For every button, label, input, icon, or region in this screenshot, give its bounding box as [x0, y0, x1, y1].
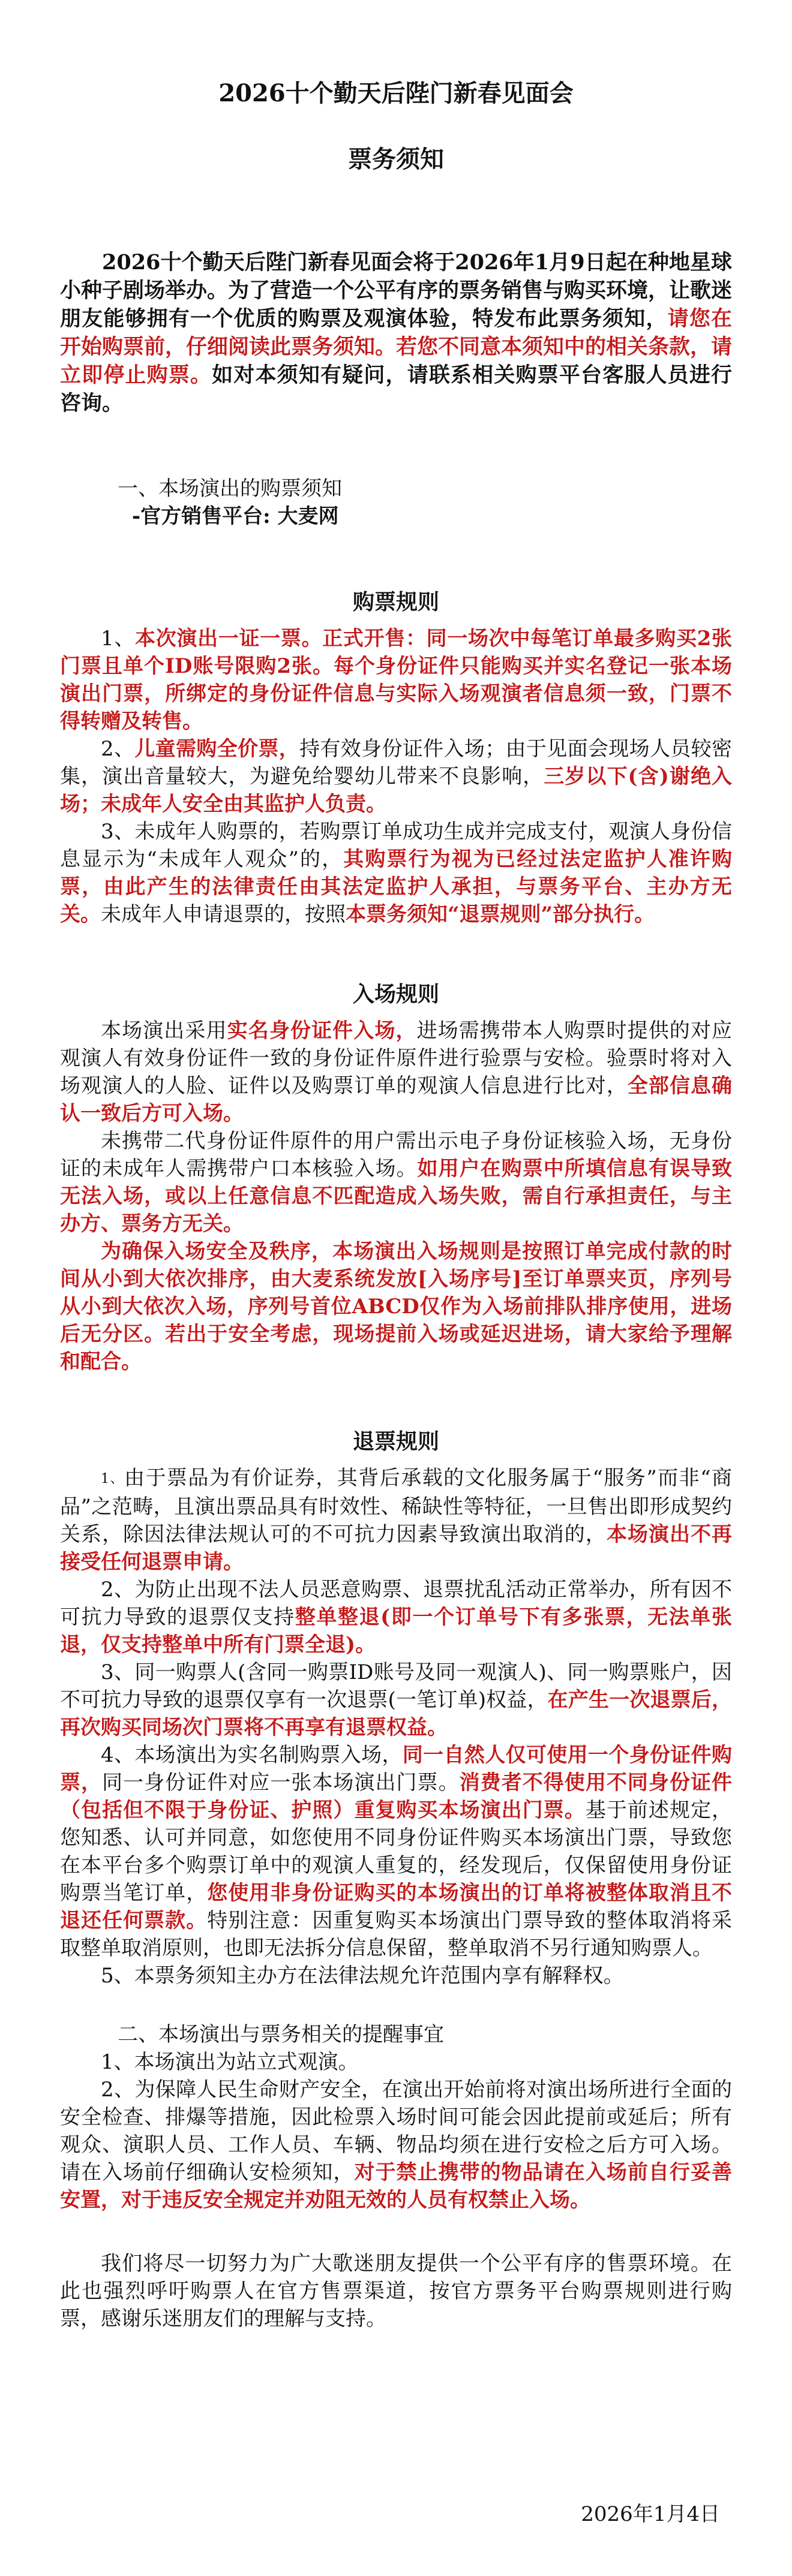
refund-rule-4-text-2: 同一身份证件对应一张本场演出门票。: [102, 1771, 460, 1795]
purchase-rule-1-number: 1、: [101, 627, 136, 651]
purchase-rule-2-emphasis-1: 儿童需购全价票，: [134, 737, 300, 761]
refund-rule-1-text: 由于票品为有价证券，其背后承载的文化服务属于“服务”而非“商品”之范畴，且演出票品具有时效性、稀缺性等特征，一旦售出即形成契约关系，除因法律法规认可的不可抗力因素导致演出取消的，: [60, 1466, 732, 1546]
section1-heading-block: [60, 475, 732, 530]
refund-rule-5: 5、本票务须知主办方在法律法规允许范围内享有解释权。: [101, 1964, 624, 1988]
entry-rule-2-text: 未携带二代身份证件原件的用户需出示电子身份证核验入场，无身份证的未成年人需携带户口本核验入场。: [60, 1129, 732, 1181]
purchase-rule-3-text-2: 未成年人申请退票的，按照: [101, 902, 346, 926]
refund-rule-4-emphasis-1: 同一自然人仅可使用一个身份证件购票，: [60, 1743, 732, 1795]
refund-rule-4-emphasis-3: 您使用非身份证购买的本场演出的订单将被整体取消且不退还任何票款。: [60, 1881, 733, 1933]
issue-date: 2026年1月4日: [581, 2502, 720, 2526]
intro-text-1: 2026十个勤天后陛门新春见面会将于2026年1月9日起在种地星球小种子剧场举办。为了营造一个公平有序的票务销售与购买环境，让歌迷朋友能够拥有一个优质的购票及观演体验，特发布此票务须知，: [60, 250, 733, 331]
purchase-rule-2-emphasis-2: 三岁以下(含)谢绝入场；未成年人安全由其监护人负责。: [60, 765, 732, 816]
refund-rule-3-emphasis: 在产生一次退票后，再次购买同场次门票将不再享有退票权益。: [60, 1688, 732, 1740]
entry-rule-2-emphasis: 如用户在购票中所填信息有误导致无法入场，或以上任意信息不匹配造成入场失败，需自行承担责任，与主办方、票务方无关。: [60, 1157, 733, 1236]
refund-rule-4-text-3: 基于前述规定，您知悉、认可并同意，如您使用不同身份证件购买本场演出门票，导致您在本平台多个购票订单中的观演人重复的，经发现后，仅保留使用身份证购票当笔订单，: [60, 1798, 733, 1905]
refund-rule-2-text: 2、为防止出现不法人员恶意购票、退票扰乱活动正常举办，所有因不可抗力导致的退票仅支持: [60, 1578, 732, 1629]
refund-rule-3: [60, 1659, 732, 1741]
refund-rule-1-emphasis: 本场演出不再接受任何退票申请。: [60, 1522, 733, 1574]
purchase-rule-1-text: 本次演出一证一票。正式开售：同一场次中每笔订单最多购买2张门票且单个ID账号限购2张。每个身份证件只能购买并实名登记一张本场演出门票，所绑定的身份证件信息与实际入场观演者信息须一致，门票不得转赠及转售。: [60, 627, 732, 733]
entry-rule-3: [60, 1238, 732, 1376]
refund-rule-1: [60, 1464, 732, 1576]
refund-rule-4-emphasis-2: 消费者不得使用不同身份证件（包括但不限于身份证、护照）重复购买本场演出门票。: [60, 1771, 733, 1822]
intro-text-2: 如对本须知有疑问，请联系相关购票平台客服人员进行咨询。: [60, 363, 732, 416]
refund-rule-4: [60, 1741, 732, 1962]
purchase-rule-2-text: 持有效身份证件入场；由于见面会现场人员较密集，演出音量较大，为避免给婴幼儿带来不良影响，: [60, 737, 732, 789]
purchase-rule-2-number: 2、: [101, 737, 135, 761]
refund-rule-1-number: 1、: [101, 1471, 124, 1486]
reminder-2-emphasis: 对于禁止携带的物品请在入场前自行妥善安置，对于违反安全规定并劝阻无效的人员有权禁止入场。: [60, 2160, 733, 2212]
purchase-rule-1: [60, 625, 732, 735]
reminder-2: [60, 2076, 732, 2214]
purchase-rule-3-emphasis: 其购票行为视为已经过法定监护人准许购票，由此产生的法律责任由其法定监护人承担，与票务平台、主办方无关。: [60, 847, 733, 926]
section1-heading: 一、本场演出的购票须知: [118, 477, 342, 501]
intro-warning: 请您在开始购票前，仔细阅读此票务须知。若您不同意本须知中的相关条款，请立即停止购票。: [60, 306, 733, 387]
refund-rule-2-emphasis: 整单整退(即一个订单号下有多张票，无法单张退，仅支持整单中所有门票全退)。: [60, 1605, 733, 1657]
entry-rule-1-emphasis-1: 实名身份证件入场，: [227, 1019, 417, 1043]
purchase-rule-3: [60, 818, 732, 928]
entry-rule-3-emphasis-2: 若出于安全考虑，现场提前入场或延迟进场，请大家给予理解和配合。: [60, 1322, 733, 1374]
entry-rule-1: [60, 1017, 732, 1127]
entry-rules-heading: 入场规则: [352, 982, 439, 1007]
refund-rule-3-text: 3、同一购票人(含同一购票ID账号及同一观演人)、同一购票账户，因不可抗力导致的退票仅享有一次退票(一笔订单)权益，: [60, 1660, 732, 1712]
refund-rule-2: [60, 1576, 732, 1659]
purchase-rule-3-text-1: 3、未成年人购票的，若购票订单成功生成并完成支付，观演人身份信息显示为“未成年人观众”的，: [60, 820, 732, 871]
entry-rule-1-emphasis-2: 全部信息确认一致后方可入场。: [60, 1074, 733, 1126]
refund-rule-4-text-1: 4、本场演出为实名制购票入场，: [101, 1743, 403, 1767]
official-platform: -官方销售平台: 大麦网: [132, 504, 339, 528]
entry-rule-1-text-2: 进场需携带本人购票时提供的对应观演人有效身份证件一致的身份证件原件进行验票与安检。验票时将对入场观演人的人脸、证件以及购票订单的观演人信息进行比对，: [60, 1019, 733, 1098]
purchase-rules-heading: 购票规则: [352, 589, 439, 615]
purchase-rule-2: [60, 735, 732, 818]
refund-rules-heading: 退票规则: [352, 1429, 439, 1454]
refund-rule-4-text-4: 特别注意：因重复购买本场演出门票导致的整体取消将采取整单取消原则，也即无法拆分信息保留，整单取消不另行通知购票人。: [60, 1909, 733, 1960]
closing-paragraph: 我们将尽一切努力为广大歌迷朋友提供一个公平有序的售票环境。在此也强烈呼吁购票人在官方售票渠道，按官方票务平台购票规则进行购票，感谢乐迷朋友们的理解与支持。: [60, 2252, 732, 2331]
page-subtitle: 票务须知: [348, 145, 444, 173]
reminder-1: 1、本场演出为站立式观演。: [101, 2050, 359, 2074]
reminder-2-text: 2、为保障人民生命财产安全，在演出开始前将对演出场所进行全面的安全检查、排爆等措施，因此检票入场时间可能会因此提前或延后；所有观众、演职人员、工作人员、车辆、物品均须在进行安检之后方可入场。请在入场前仔细确认安检须知，: [60, 2078, 732, 2184]
intro-paragraph: [60, 248, 732, 417]
entry-rule-2: [60, 1127, 732, 1238]
entry-rule-1-text-1: 本场演出采用: [101, 1019, 227, 1043]
section2-heading: 二、本场演出与票务相关的提醒事宜: [118, 2023, 444, 2047]
purchase-rule-3-reference: 本票务须知“退票规则”部分执行。: [346, 902, 655, 926]
page-title: 2026十个勤天后陛门新春见面会: [218, 79, 574, 107]
entry-rule-3-emphasis-1: 为确保入场安全及秩序，本场演出入场规则是按照订单完成付款的时间从小到大依次排序，由大麦系统发放[入场序号]至订单票夹页，序列号从小到大依次入场，序列号首位ABCD仅作为入场前排队排序使用，进场后无分区。: [60, 1239, 732, 1346]
